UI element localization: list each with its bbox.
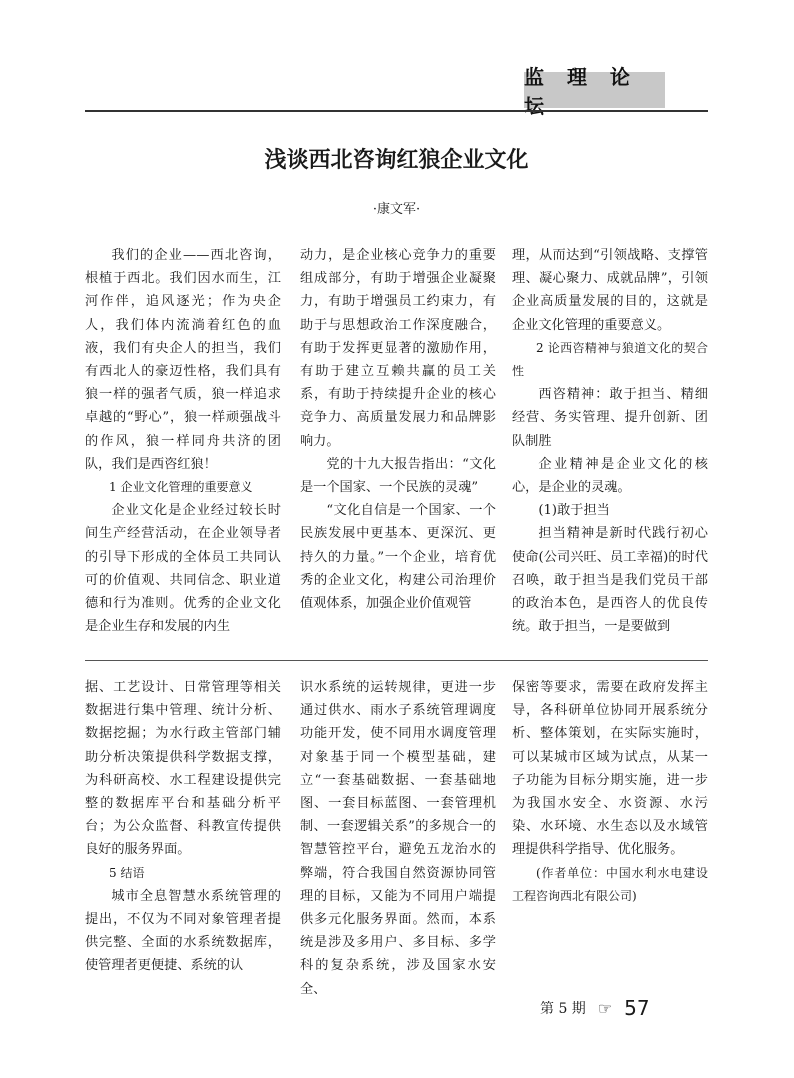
divider-rule — [85, 660, 708, 661]
author-affiliation: (作者单位：中国水利水电建设工程咨询西北有限公司) — [512, 865, 708, 903]
paragraph: 理，从而达到“引领战略、支撑管理、凝心聚力、成就品牌”，引领企业高质量发展的目的，这就是企业文化管理的重要意义。 — [512, 248, 708, 333]
paragraph: 党的十九大报告指出：“文化是一个国家、一个民族的灵魂” — [300, 456, 496, 496]
subheading: (1)敢于担当 — [538, 503, 610, 519]
paragraph: 我们的企业——西北咨询，根植于西北。我们因水而生，江河作伴，追风逐光；作为央企人，我们体内流淌着红色的血液，我们有央企人的担当，我们有西北人的豪迈性格，我们具有狼一样的强者气质，狼一样追求卓越的“野心”，狼一样顽强战斗的作风，狼一样同舟共济的团队，我们是西咨红狼！ — [85, 248, 281, 472]
paragraph: 动力，是企业核心竞争力的重要组成部分，有助于增强企业凝聚力，有助于增强员工约束力，有助于与思想政治工作深度融合，有助于发挥更显著的激励作用，有助于建立互赖共赢的员工关系，有助于持续提升企业的核心竞争力、高质量发展力和品牌影响力。 — [300, 248, 496, 449]
paragraph: 企业文化是企业经过较长时间生产经营活动，在企业领导者的引导下形成的全体员工共同认可的价值观、共同信念、职业道德和行为准则。优秀的企业文化是企业生存和发展的内生 — [85, 503, 281, 635]
section-heading: 1 企业文化管理的重要意义 — [109, 480, 253, 495]
page-footer — [540, 996, 700, 1020]
section-heading: 2 论西咨精神与狼道文化的契合性 — [512, 340, 708, 379]
section-tag: 监 理 论 坛 — [524, 72, 665, 108]
bottom-column-3 — [512, 676, 708, 908]
paragraph: 西咨精神：敢于担当、精细经营、务实管理、提升创新、团队制胜 — [512, 387, 708, 449]
pointing-hand-icon: ☞ — [597, 998, 613, 1018]
article-title: 浅谈西北咨询红狼企业文化 — [264, 148, 529, 173]
paragraph: 据、工艺设计、日常管理等相关数据进行集中管理、统计分析、数据挖掘；为水行政主管部门辅助分析决策提供科学数据支撑，为科研高校、水工程建设提供完整的数据库平台和基础分析平台；为公众监督、科教宣传提供良好的服务界面。 — [85, 680, 281, 858]
section-heading: 5 结语 — [109, 865, 145, 880]
bottom-column-2 — [300, 676, 496, 1001]
paragraph: 企业精神是企业文化的核心，是企业的灵魂。 — [512, 456, 708, 496]
paragraph: 识水系统的运转规律，更进一步通过供水、雨水子系统管理调度功能开发，使不同用水调度管理对象基于同一个模型基础，建立“一套基础数据、一套基础地图、一套目标蓝图、一套管理机制、一套逻辑关系”的多规合一的智慧管控平台，避免五龙治水的弊端，符合我国自然资源协同管理的目标，又能为不同用户端提供多元化服务界面。然而，本系统是涉及多用户、多目标、多学科的复杂系统，涉及国家水安全、 — [300, 680, 496, 997]
paragraph: “文化自信是一个国家、一个民族发展中更基本、更深沉、更持久的力量。”一个企业，培育优秀的企业文化，构建公司治理价值观体系，加强企业价值观管 — [300, 503, 496, 612]
header-rule — [85, 110, 708, 112]
issue-label: 第 5 期 — [540, 1001, 586, 1017]
paragraph: 保密等要求，需要在政府发挥主导，各科研单位协同开展系统分析、整体策划，在实际实施时，可以某城市区域为试点，从某一子功能为目标分期实施，进一步为我国水安全、水资源、水污染、水环境、水生态以及水域管理提供科学指导、优化服务。 — [512, 680, 708, 858]
article-author: ·康文军· — [372, 202, 421, 217]
paragraph: 城市全息智慧水系统管理的提出，不仅为不同对象管理者提供完整、全面的水系统数据库，使管理者更便捷、系统的认 — [85, 888, 281, 974]
top-column-3 — [512, 244, 708, 638]
top-column-2 — [300, 244, 496, 615]
paragraph: 担当精神是新时代践行初心使命(公司兴旺、员工幸福)的时代召唤，敢于担当是我们党员干部的政治本色，是西咨人的优良传统。敢于担当，一是要做到 — [512, 526, 708, 635]
bottom-column-1 — [85, 676, 281, 978]
page-number: 57 — [624, 996, 650, 1020]
top-column-1 — [85, 244, 281, 638]
